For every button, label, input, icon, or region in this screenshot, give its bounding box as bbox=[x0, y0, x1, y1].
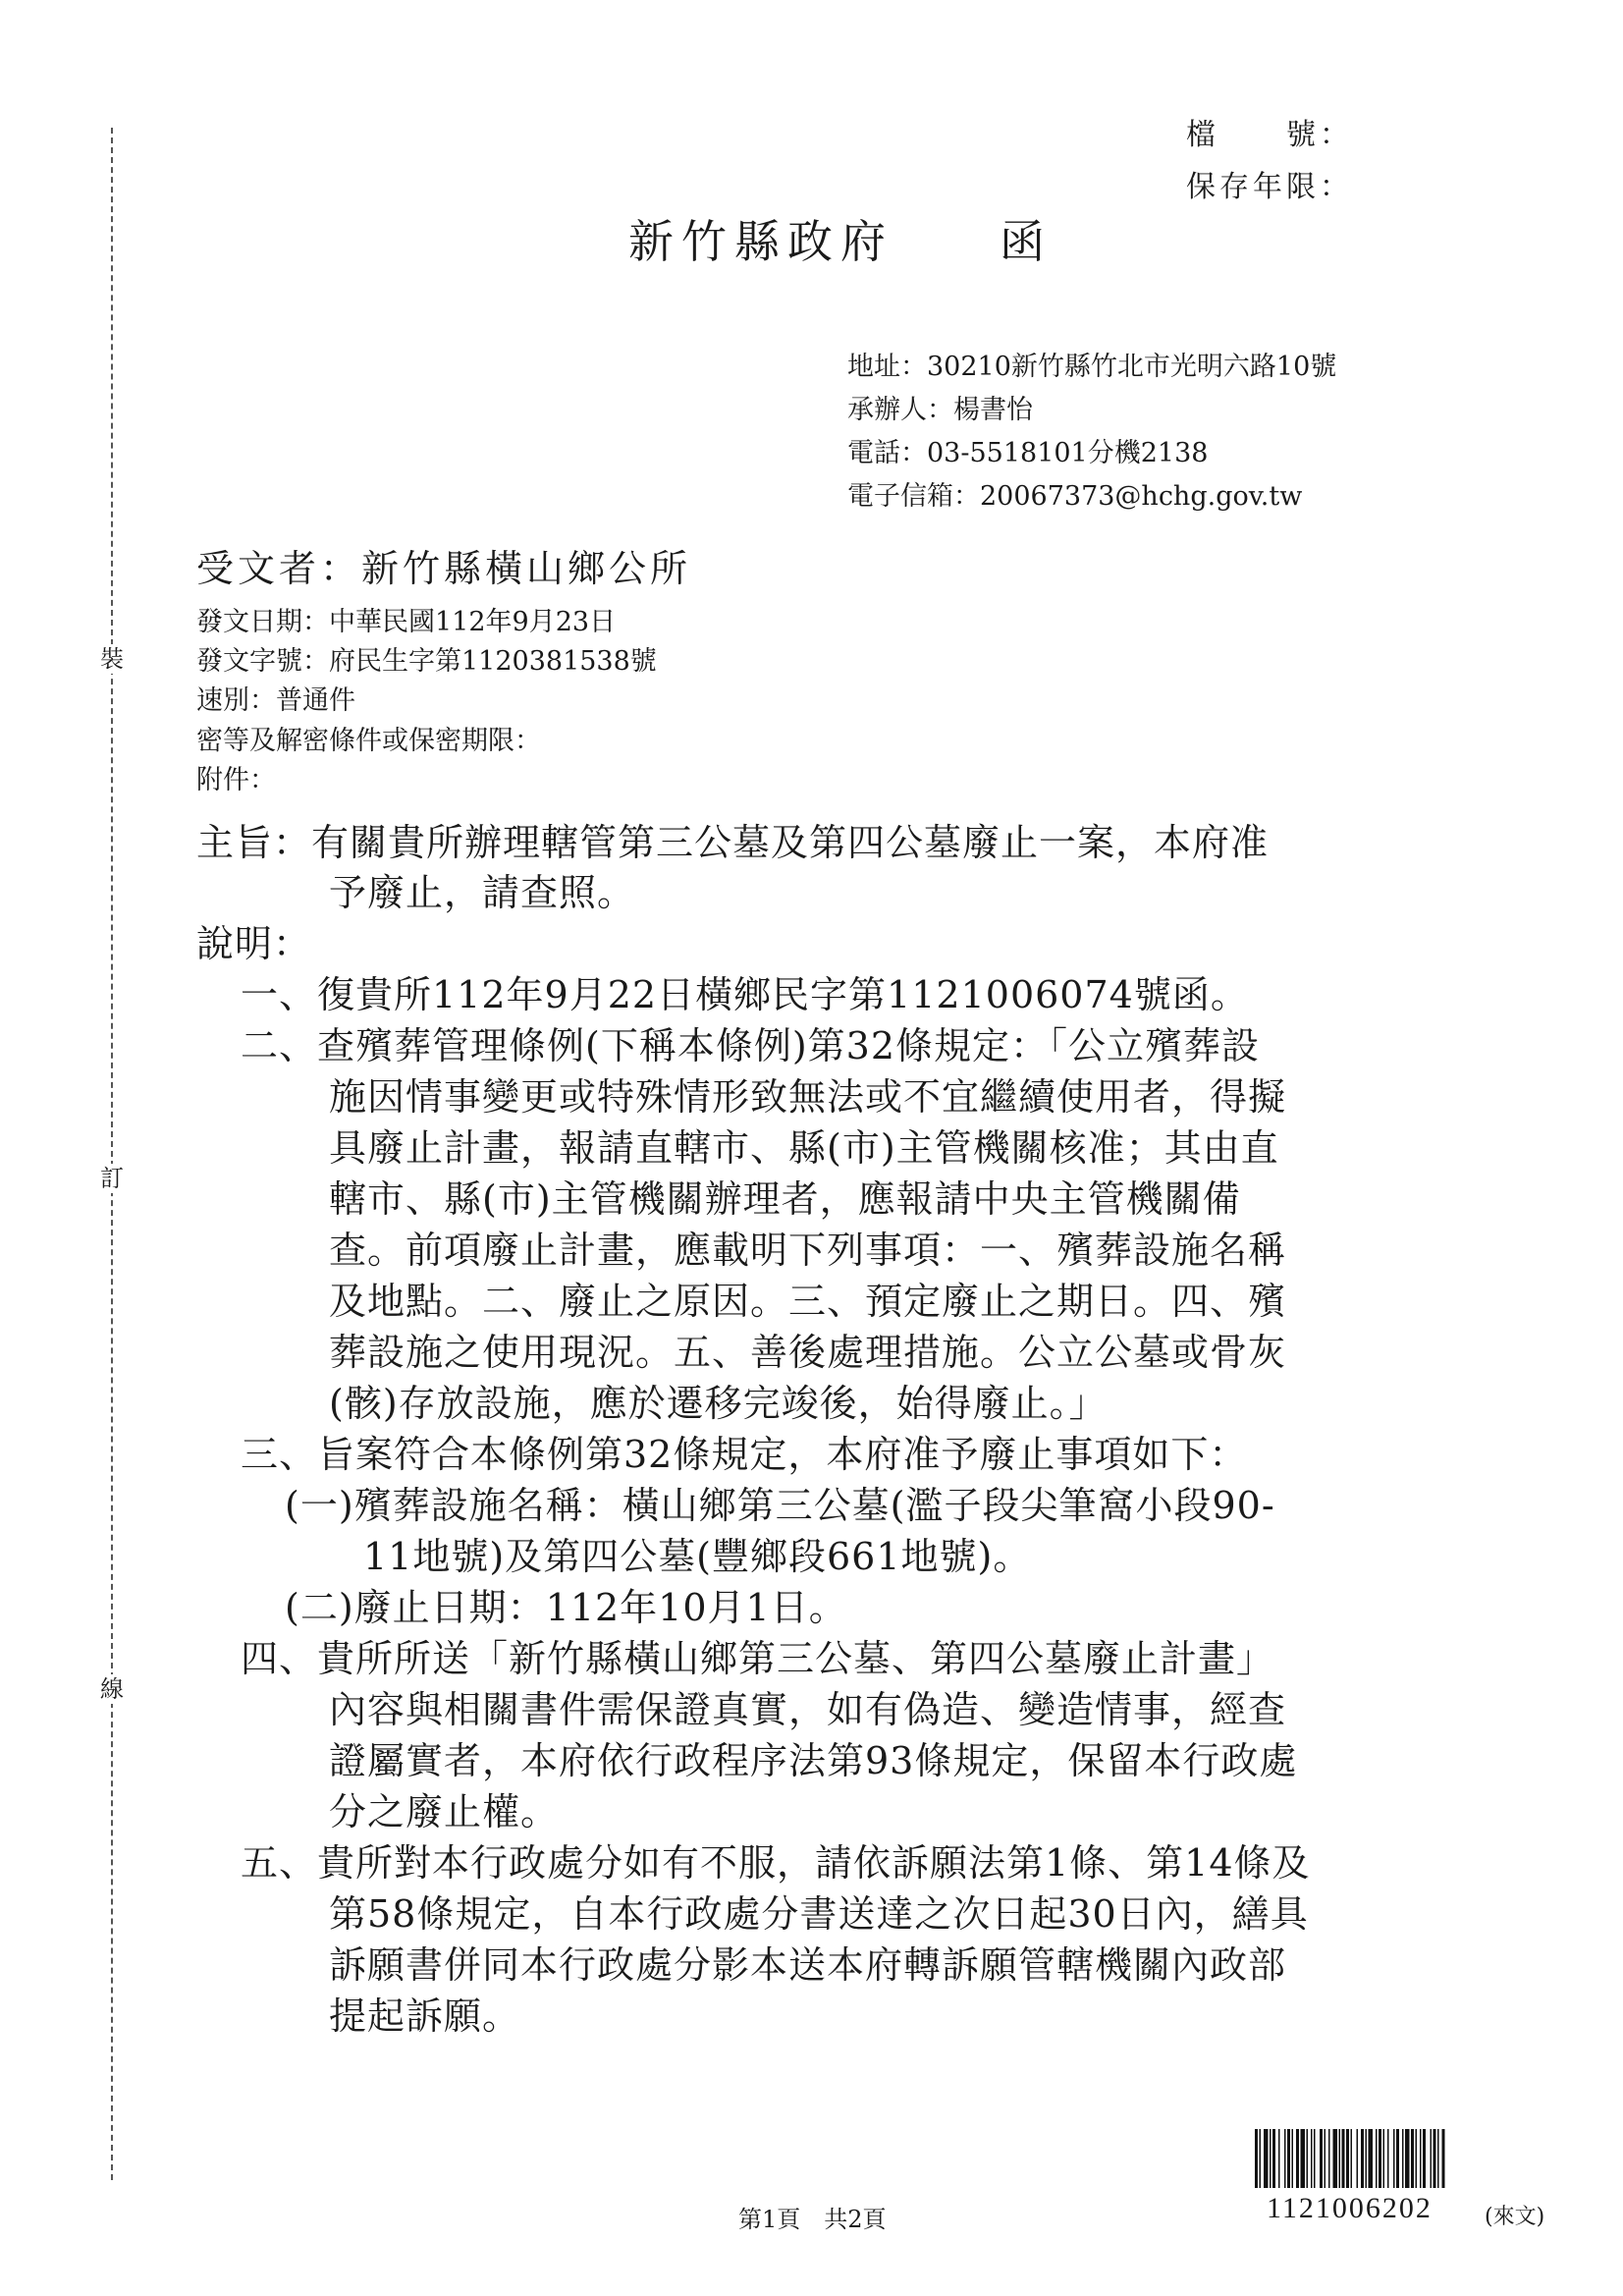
barcode-bar bbox=[1292, 2129, 1294, 2188]
confidentiality: 密等及解密條件或保密期限： bbox=[196, 726, 541, 756]
explanation-item-4-line: 四、貴所所送「新竹縣橫山鄉第三公墓、第四公墓廢止計畫」 bbox=[241, 1637, 1275, 1680]
binding-line bbox=[111, 128, 113, 2180]
barcode-bar bbox=[1314, 2129, 1316, 2188]
barcode-bar bbox=[1420, 2129, 1422, 2188]
explanation-item-4-line: 證屬實者，本府依行政程序法第93條規定，保留本行政處 bbox=[329, 1739, 1298, 1782]
barcode-bar bbox=[1369, 2129, 1374, 2188]
explanation-item-5-line: 提起訴願。 bbox=[329, 1995, 521, 2038]
barcode-bar bbox=[1255, 2129, 1258, 2188]
barcode-bar bbox=[1442, 2129, 1445, 2188]
barcode-bar bbox=[1423, 2129, 1426, 2188]
barcode-bar bbox=[1287, 2129, 1290, 2188]
explanation-item-2-line: (骸)存放設施，應於遷移完竣後，始得廢止。」 bbox=[329, 1382, 1108, 1425]
explanation-item-4-line: 內容與相關書件需保證真實，如有偽造、變造情事，經查 bbox=[329, 1688, 1287, 1731]
barcode-bar bbox=[1387, 2129, 1389, 2188]
barcode-bar bbox=[1416, 2129, 1418, 2188]
issue-date: 發文日期：中華民國112年9月23日 bbox=[196, 607, 617, 637]
barcode-bar bbox=[1431, 2129, 1433, 2188]
barcode-bar bbox=[1284, 2129, 1286, 2188]
contact-address: 地址：30210新竹縣竹北市光明六路10號 bbox=[847, 352, 1337, 382]
explanation-item-3-sub-1-line: 11地號)及第四公墓(豐鄉段661地號)。 bbox=[363, 1535, 1032, 1578]
barcode-bar bbox=[1311, 2129, 1313, 2188]
subject-line-1: 主旨：有關貴所辦理轄管第三公墓及第四公墓廢止一案，本府准 bbox=[196, 821, 1270, 864]
explanation-item-3: 三、旨案符合本條例第32條規定，本府准予廢止事項如下： bbox=[241, 1433, 1248, 1476]
speed-class: 速別：普通件 bbox=[196, 685, 355, 716]
barcode-bar bbox=[1437, 2129, 1439, 2188]
contact-phone: 電話：03-5518101分機2138 bbox=[847, 438, 1209, 468]
barcode-bar bbox=[1383, 2129, 1385, 2188]
barcode-bar bbox=[1333, 2129, 1338, 2188]
barcode-bar bbox=[1260, 2129, 1262, 2188]
barcode-bar bbox=[1379, 2129, 1381, 2188]
barcode-bar bbox=[1301, 2129, 1306, 2188]
barcode-bar bbox=[1405, 2129, 1410, 2188]
explanation-item-2-line: 二、查殯葬管理條例(下稱本條例)第32條規定：「公立殯葬設 bbox=[241, 1024, 1261, 1067]
barcode-bar bbox=[1357, 2129, 1359, 2188]
barcode-bar bbox=[1396, 2129, 1399, 2188]
barcode-bar bbox=[1328, 2129, 1330, 2188]
explanation-item-5-line: 訴願書併同本行政處分影本送本府轉訴願管轄機關內政部 bbox=[329, 1943, 1287, 1987]
barcode-bar bbox=[1270, 2129, 1271, 2188]
explanation-item-2-line: 轄市、縣(市)主管機關辦理者，應報請中央主管機關備 bbox=[329, 1177, 1241, 1221]
barcode bbox=[1255, 2129, 1569, 2188]
explanation-item-3-sub-2: (二)廢止日期：112年10月1日。 bbox=[285, 1586, 847, 1629]
binding-mark-xian: 線 bbox=[100, 1675, 124, 1703]
barcode-bar bbox=[1411, 2129, 1414, 2188]
barcode-bar bbox=[1320, 2129, 1323, 2188]
barcode-bar bbox=[1402, 2129, 1404, 2188]
barcode-bar bbox=[1351, 2129, 1353, 2188]
contact-email: 電子信箱：20067373@hchg.gov.tw bbox=[847, 481, 1303, 512]
subject-line-2: 予廢止，請查照。 bbox=[329, 871, 636, 914]
barcode-bar bbox=[1346, 2129, 1349, 2188]
barcode-bar bbox=[1278, 2129, 1280, 2188]
recipient: 受文者：新竹縣橫山鄉公所 bbox=[196, 547, 692, 590]
issue-number: 發文字號：府民生字第1120381538號 bbox=[196, 646, 657, 677]
explanation-item-2-line: 施因情事變更或特殊情形致無法或不宜繼續使用者，得擬 bbox=[329, 1075, 1287, 1119]
page-number: 第1頁 共2頁 bbox=[738, 2206, 887, 2233]
explanation-item-1: 一、復貴所112年9月22日橫鄉民字第1121006074號函。 bbox=[241, 973, 1249, 1016]
binding-mark-zhuang: 裝 bbox=[100, 645, 124, 673]
explanation-heading: 說明： bbox=[196, 922, 312, 965]
barcode-bar bbox=[1272, 2129, 1275, 2188]
attachment: 附件： bbox=[196, 765, 276, 795]
barcode-bar bbox=[1376, 2129, 1378, 2188]
contact-handler: 承辦人：楊書怡 bbox=[847, 395, 1033, 425]
document-type-label: (來文) bbox=[1485, 2205, 1545, 2229]
explanation-item-5-line: 第58條規定，自本行政處分書送達之次日起30日內，繕具 bbox=[329, 1892, 1309, 1936]
explanation-item-5-line: 五、貴所對本行政處分如有不服，請依訴願法第1條、第14條及 bbox=[241, 1841, 1311, 1885]
barcode-bar bbox=[1342, 2129, 1345, 2188]
barcode-bar bbox=[1366, 2129, 1368, 2188]
barcode-bar bbox=[1434, 2129, 1436, 2188]
explanation-item-2-line: 查。前項廢止計畫，應載明下列事項：一、殯葬設施名稱 bbox=[329, 1229, 1287, 1272]
barcode-bar bbox=[1361, 2129, 1364, 2188]
explanation-item-3-sub-1-line: (一)殯葬設施名稱：橫山鄉第三公墓(濫子段尖筆窩小段90- bbox=[285, 1484, 1275, 1527]
barcode-bar bbox=[1339, 2129, 1341, 2188]
barcode-bar bbox=[1325, 2129, 1326, 2188]
barcode-bar bbox=[1264, 2129, 1269, 2188]
explanation-item-2-line: 具廢止計畫，報請直轄市、縣(市)主管機關核准；其由直 bbox=[329, 1126, 1279, 1170]
explanation-item-2-line: 葬設施之使用現況。五、善後處理措施。公立公墓或骨灰 bbox=[329, 1331, 1287, 1374]
retention-label: 保存年限： bbox=[1186, 170, 1353, 204]
barcode-bar bbox=[1296, 2129, 1299, 2188]
file-number-label: 檔 號： bbox=[1186, 118, 1353, 152]
barcode-bar bbox=[1307, 2129, 1309, 2188]
barcode-bar bbox=[1393, 2129, 1395, 2188]
binding-mark-ding: 訂 bbox=[100, 1165, 124, 1192]
document-title: 新竹縣政府 函 bbox=[628, 215, 1053, 268]
barcode-number: 1121006202 bbox=[1267, 2192, 1433, 2224]
explanation-item-4-line: 分之廢止權。 bbox=[329, 1790, 560, 1833]
explanation-item-2-line: 及地點。二、廢止之原因。三、預定廢止之期日。四、殯 bbox=[329, 1280, 1287, 1323]
